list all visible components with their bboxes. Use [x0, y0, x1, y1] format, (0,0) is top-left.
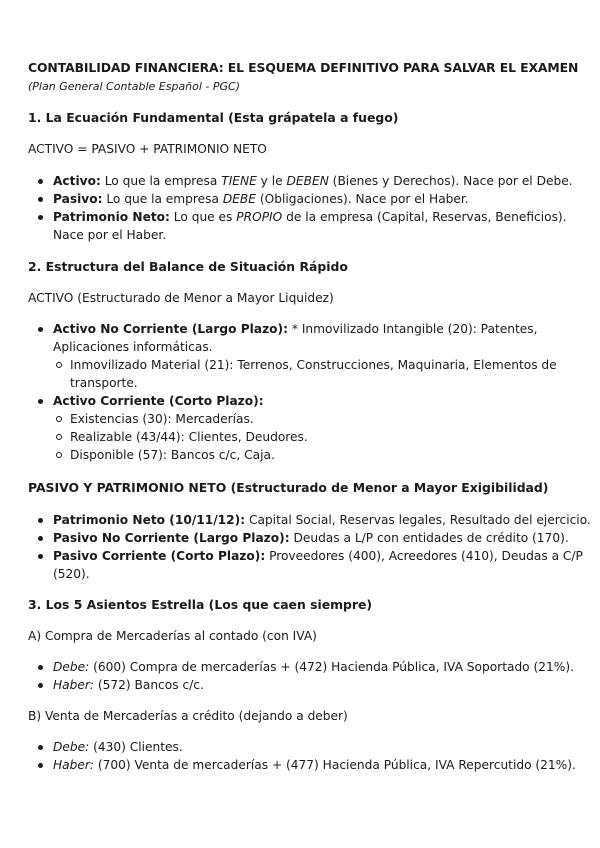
section-2-heading: 2. Estructura del Balance de Situación Rápido [28, 259, 348, 274]
activo-intro: ACTIVO (Estructurado de Menor a Mayor Liquidez) [28, 291, 334, 305]
list-item-pasivo-no-corriente: Pasivo No Corriente (Largo Plazo): Deudas a L/P con entidades de crédito (170). [28, 529, 578, 547]
section-1-heading: 1. La Ecuación Fundamental (Esta grápatela a fuego) [28, 110, 399, 125]
list-item-patrimonio-neto: Patrimonio Neto: Lo que es PROPIO de la empresa (Capital, Reservas, Beneficios). Nace por el Haber. [28, 208, 578, 244]
pasivo-label: Pasivo: [53, 192, 103, 206]
sublist-item-inmovilizado-material: Inmovilizado Material (21): Terrenos, Construcciones, Maquinaria, Elementos de transporte. [28, 356, 578, 392]
list-item-activo: Activo: Lo que la empresa TIENE y le DEBEN (Bienes y Derechos). Nace por el Debe. [28, 172, 578, 190]
list-item-pasivo: Pasivo: Lo que la empresa DEBE (Obligaciones). Nace por el Haber. [28, 190, 578, 208]
list-item-pasivo-corriente: Pasivo Corriente (Corto Plazo): Proveedores (400), Acreedores (410), Deudas a C/P (520). [28, 547, 578, 583]
asiento-a-title: A) Compra de Mercaderías al contado (con IVA) [28, 629, 317, 643]
sublist-item-disponible: Disponible (57): Bancos c/c, Caja. [28, 446, 578, 464]
pasivo-heading: PASIVO Y PATRIMONIO NETO (Estructurado de Menor a Mayor Exigibilidad) [28, 480, 549, 495]
sublist-item-realizable: Realizable (43/44): Clientes, Deudores. [28, 428, 578, 446]
asiento-b-title: B) Venta de Mercaderías a crédito (dejando a deber) [28, 709, 348, 723]
asiento-a-list [28, 658, 578, 694]
list-item-activo-corriente: Activo Corriente (Corto Plazo): Existencias (30): Mercaderías. Realizable (43/44): Clientes, Deudores. Disponible (57): Bancos c/c, Caja. [28, 392, 578, 464]
document-subtitle: (Plan General Contable Español - PGC) [28, 80, 241, 93]
list-item-activo-no-corriente: Activo No Corriente (Largo Plazo): * Inmovilizado Intangible (20): Patentes, Aplicaciones informáticas. Inmovilizado Material (21): Terrenos, Construcciones, Maquinaria, Elementos de transporte. [28, 320, 578, 392]
patrimonio-neto-label: Patrimonio Neto: [53, 210, 170, 224]
activo-list [28, 320, 578, 464]
fundamental-equation: ACTIVO = PASIVO + PATRIMONIO NETO [28, 142, 267, 156]
pasivo-list [28, 511, 591, 583]
activo-no-corriente-sublist [28, 356, 578, 392]
section-1-list [28, 172, 578, 244]
asiento-b-haber: Haber: (700) Venta de mercaderías + (477) Hacienda Pública, IVA Repercutido (21%). [28, 756, 578, 774]
sublist-item-existencias: Existencias (30): Mercaderías. [28, 410, 578, 428]
list-item-patrimonio-neto-balance: Patrimonio Neto (10/11/12): Capital Social, Reservas legales, Resultado del ejercicio. [28, 511, 578, 529]
asiento-a-haber: Haber: (572) Bancos c/c. [28, 676, 578, 694]
asiento-a-debe: Debe: (600) Compra de mercaderías + (472) Hacienda Pública, IVA Soportado (21%). [28, 658, 578, 676]
document-title: CONTABILIDAD FINANCIERA: EL ESQUEMA DEFINITIVO PARA SALVAR EL EXAMEN [28, 60, 579, 75]
asiento-b-list [28, 738, 578, 774]
activo-label: Activo: [53, 174, 101, 188]
activo-corriente-sublist [28, 410, 578, 464]
asiento-b-debe: Debe: (430) Clientes. [28, 738, 578, 756]
section-3-heading: 3. Los 5 Asientos Estrella (Los que caen siempre) [28, 597, 373, 612]
